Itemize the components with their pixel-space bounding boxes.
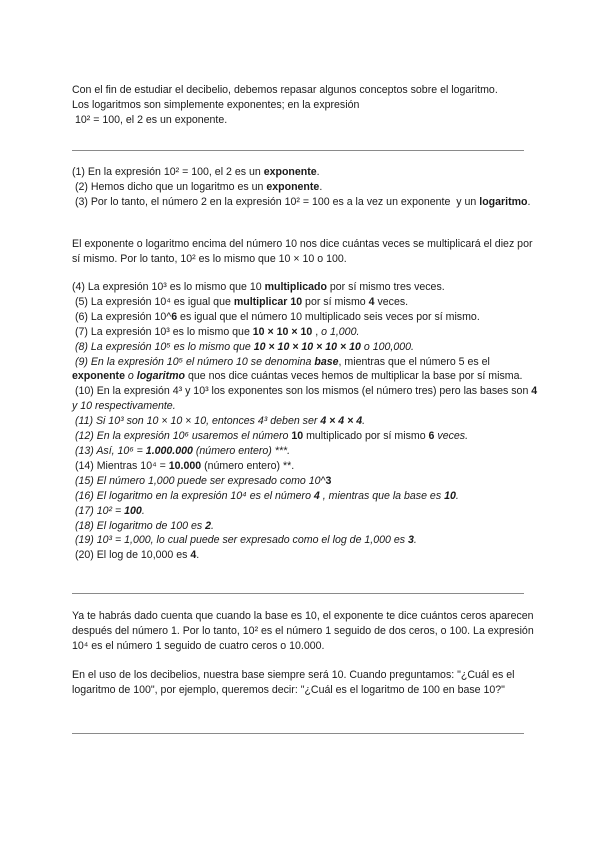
list-item	[72, 474, 542, 489]
item-text: (3) Por lo tanto, el número 2 en la expresión 10² = 100 es a la vez un exponente y un	[72, 195, 480, 208]
item-text: (4) La expresión 10³ es lo mismo que 10	[72, 281, 265, 293]
item-bold: 10.000	[168, 459, 202, 472]
list-item	[72, 504, 542, 519]
intro-paragraph	[72, 83, 542, 128]
item-italic: .	[455, 489, 459, 502]
item-italic: (8) La expresión 10⁵ es lo mismo que	[72, 340, 254, 353]
list-item	[72, 444, 542, 459]
separator-line	[72, 150, 524, 151]
item-bold: logaritmo	[479, 195, 528, 208]
list-item	[72, 340, 542, 355]
intro-line: Los logaritmos son simplemente exponentes; en la expresión	[72, 98, 360, 111]
item-italic: o 100,000.	[360, 340, 414, 353]
item-text: (5) La expresión 10⁴ es igual que	[72, 295, 234, 308]
item-text: que nos dice cuántas veces hemos de multiplicar la base por sí misma.	[185, 370, 523, 383]
exponent-paragraph	[72, 237, 542, 267]
paragraph-text: El exponente o logaritmo encima del número 10 nos dice cuántas veces se multiplicará el diez por sí mismo. Por lo tanto, 10² es lo mismo que 10 × 10 o 100.	[72, 238, 533, 265]
intro-line: Con el fin de estudiar el decibelio, debemos repasar algunos conceptos sobre el logaritmo.	[72, 84, 498, 96]
item-bold-italic: 100	[124, 504, 142, 517]
paragraph-text: En el uso de los decibelios, nuestra base siempre será 10. Cuando preguntamos: "¿Cuál es el logaritmo de 100", por ejemplo, queremos decir: "¿Cuál es el logaritmo de 100 en base 10?"	[72, 669, 515, 696]
item-italic: , mientras que la base es	[319, 489, 445, 502]
list-item	[72, 414, 542, 429]
list-item	[72, 325, 542, 340]
closing-paragraph	[72, 668, 542, 698]
item-italic: (17) 10² =	[72, 504, 125, 517]
item-text: por sí mismo tres veces.	[326, 281, 445, 293]
item-text: (7) La expresión 10³ es lo mismo que	[72, 325, 253, 338]
item-bold: 3	[325, 474, 332, 487]
list-item	[72, 384, 542, 414]
item-bold-italic: 3	[408, 534, 414, 547]
numbered-list	[72, 280, 542, 563]
item-italic: (18) El logaritmo de 100 es	[72, 519, 206, 532]
item-bold: exponente	[263, 166, 317, 178]
list-item	[72, 165, 542, 180]
list-item	[72, 310, 542, 325]
separator-line	[72, 733, 524, 734]
item-text: .	[527, 195, 531, 208]
list-item	[72, 355, 542, 385]
item-bold: 4	[190, 549, 197, 562]
item-italic: veces.	[434, 430, 469, 443]
item-text: (1) En la expresión 10² = 100, el 2 es un	[72, 166, 264, 178]
item-bold-italic: 4 × 4 × 4	[320, 415, 363, 428]
paragraph-text: Ya te habrás dado cuenta que cuando la base es 10, el exponente te dice cuántos ceros aparecen después del número 1. Por lo tanto, 10² es el número 1 seguido de dos ceros, o 100. La expresión 10⁴ es el número 1 seguido de cuatro ceros o 10.000.	[72, 610, 534, 652]
item-bold: 10	[291, 430, 304, 443]
list-item	[72, 280, 542, 295]
item-text: multiplicado por sí mismo	[303, 430, 429, 443]
item-text: (14) Mientras 10⁴ =	[72, 459, 169, 472]
item-bold: exponente	[266, 180, 320, 193]
list-item	[72, 295, 542, 310]
item-italic: (11) Si 10³ son 10 × 10 × 10, entonces 4³ deben ser	[72, 415, 321, 428]
item-bold-italic: base	[314, 355, 339, 368]
item-bold: multiplicado	[264, 281, 327, 293]
item-text: por sí mismo	[302, 295, 369, 308]
item-text: ,	[315, 325, 322, 338]
item-text: .	[319, 180, 323, 193]
item-italic: .	[141, 504, 145, 517]
item-italic: (número entero) ***.	[192, 444, 291, 457]
item-text: (número entero) **.	[201, 459, 295, 472]
item-text: (10) En la expresión 4³ y 10³ los exponentes son los mismos (el número tres) pero las bases son	[72, 385, 532, 398]
item-text: veces.	[374, 295, 409, 308]
list-item	[72, 195, 542, 210]
item-italic: .	[211, 519, 214, 532]
item-bold-italic: 1.000.000	[145, 444, 193, 457]
item-bold: 10 × 10 × 10	[252, 325, 316, 338]
item-text: es igual que el número 10 multiplicado seis veces por sí mismo.	[177, 310, 480, 323]
item-italic: (9) En la expresión 10⁵ el número 10 se denomina	[72, 355, 315, 368]
item-text: , mientras que el número 5 es el	[338, 355, 493, 368]
item-italic: (15) El número 1,000 puede ser expresado como 10^	[72, 474, 326, 487]
list-item	[72, 459, 542, 474]
item-italic: (12) En la expresión 10⁶ usaremos el número	[72, 430, 292, 443]
closing-paragraph	[72, 609, 542, 654]
list-item	[72, 429, 542, 444]
item-italic: .	[413, 534, 417, 547]
section-exponent-definition	[72, 165, 542, 210]
item-text: .	[316, 166, 320, 178]
item-bold: 6	[428, 430, 435, 443]
item-bold-italic: logaritmo	[136, 370, 186, 383]
item-bold: multiplicar 10	[233, 295, 303, 308]
item-bold-italic: 4	[313, 489, 320, 502]
item-bold-italic: 10 × 10 × 10 × 10 × 10	[253, 340, 361, 353]
item-italic: y 10 respectivamente.	[72, 385, 541, 413]
item-italic: (19) 10³ = 1,000, lo cual puede ser expresado como el log de 1,000 es	[72, 534, 408, 547]
item-bold-italic: 10	[444, 489, 456, 502]
list-item	[72, 548, 542, 563]
item-text: .	[196, 549, 200, 562]
item-italic: (13) Así, 10⁶ =	[72, 444, 146, 457]
item-bold: 6	[171, 310, 178, 323]
item-text: (6) La expresión 10^	[72, 310, 172, 323]
item-bold: 4	[531, 385, 538, 398]
item-italic: o 1,000.	[321, 325, 360, 338]
item-italic: .	[362, 415, 366, 428]
list-item	[72, 180, 542, 195]
list-item	[72, 533, 542, 548]
item-text: (2) Hemos dicho que un logaritmo es un	[72, 180, 267, 193]
item-bold-italic: 2	[205, 519, 211, 532]
item-text: (20) El log de 10,000 es	[72, 549, 191, 562]
item-bold: 4	[368, 295, 375, 308]
list-item	[72, 489, 542, 504]
item-bold: exponente	[72, 370, 125, 383]
item-italic: (16) El logaritmo en la expresión 10⁴ es el número	[72, 489, 314, 502]
separator-line	[72, 593, 524, 594]
list-item	[72, 519, 542, 534]
intro-line: 10² = 100, el 2 es un exponente.	[72, 113, 228, 126]
item-italic: o	[124, 370, 137, 383]
